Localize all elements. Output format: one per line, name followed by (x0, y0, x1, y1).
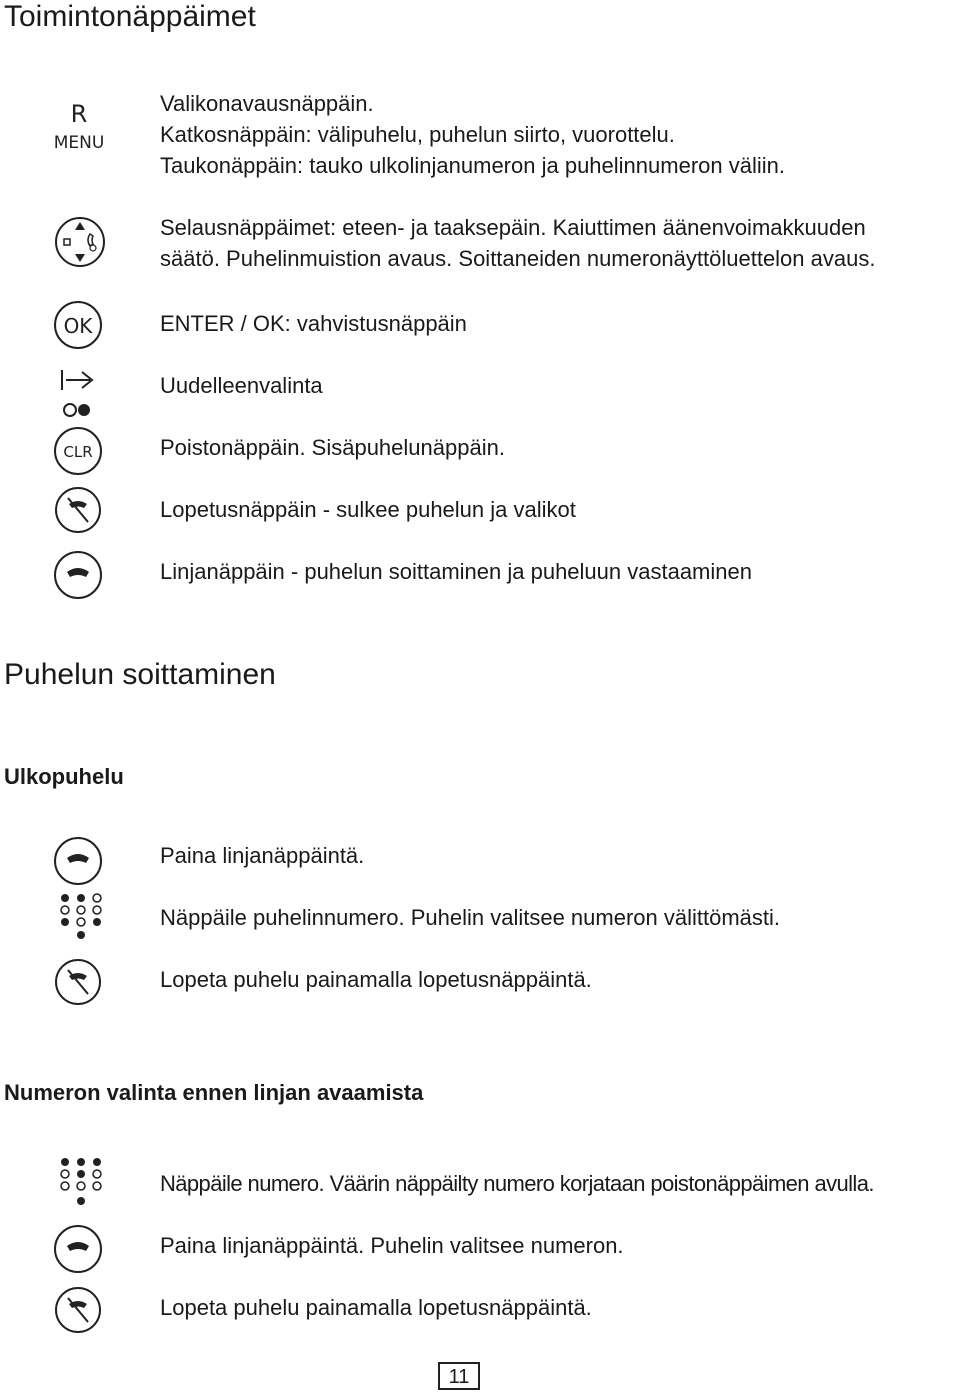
redial-key-icon (52, 366, 108, 422)
predial-step-2: Paina linjanäppäintä. Puhelin valitsee numeron. (160, 1233, 624, 1258)
outside-call-step-3: Lopeta puhelu painamalla lopetusnäppäintä. (160, 967, 592, 992)
ok-key-label: OK (63, 314, 93, 338)
menu-key-letter: R (70, 100, 88, 128)
page-title: Toimintonäppäimet (4, 0, 256, 33)
menu-key-line-3: Taukonäppäin: tauko ulkolinjanumeron ja puhelinnumeron väliin. (160, 153, 785, 178)
menu-key-label: MENU (53, 133, 105, 153)
keypad-icon (56, 1156, 106, 1208)
scroll-keys-line-2: säätö. Puhelinmuistion avaus. Soittaneiden numeronäyttöluettelon avaus. (160, 246, 876, 271)
ok-key-description: ENTER / OK: vahvistusnäppäin (160, 311, 467, 336)
end-call-key-icon (52, 1282, 108, 1338)
predial-step-3: Lopeta puhelu painamalla lopetusnäppäintä. (160, 1295, 592, 1320)
keypad-icon (56, 892, 106, 944)
clear-key-icon (52, 426, 108, 478)
redial-key-description: Uudelleenvalinta (160, 373, 323, 398)
page-number: 11 (438, 1362, 480, 1390)
end-call-key-description: Lopetusnäppäin - sulkee puhelun ja valikot (160, 497, 576, 522)
ok-key-icon (52, 300, 108, 352)
outside-call-step-1: Paina linjanäppäintä. (160, 843, 365, 868)
scroll-keys-description (160, 212, 875, 274)
menu-key-line-1: Valikonavausnäppäin. (160, 91, 374, 116)
section-heading-call: Puhelun soittaminen (4, 658, 276, 691)
menu-key-line-2: Katkosnäppäin: välipuhelu, puhelun siirto, vuorottelu. (160, 122, 675, 147)
menu-key-description (160, 88, 785, 181)
line-key-description: Linjanäppäin - puhelun soittaminen ja puheluun vastaaminen (160, 559, 752, 584)
end-call-key-icon (52, 954, 108, 1010)
predial-heading: Numeron valinta ennen linjan avaamista (4, 1080, 424, 1105)
outside-call-step-2: Näppäile puhelinnumero. Puhelin valitsee numeron välittömästi. (160, 905, 781, 930)
outside-call-heading: Ulkopuhelu (4, 764, 124, 789)
menu-key-icon (52, 96, 112, 154)
line-key-icon (52, 832, 108, 890)
scroll-keys-line-1: Selausnäppäimet: eteen- ja taaksepäin. Kaiuttimen äänenvoimakkuuden (160, 215, 866, 240)
predial-step-1: Näppäile numero. Väärin näppäilty numero korjataan poistonäppäimen avulla. (160, 1171, 874, 1196)
line-key-icon (52, 546, 108, 604)
scroll-keys-icon (52, 212, 112, 272)
clear-key-label: CLR (63, 443, 93, 461)
line-key-icon (52, 1220, 108, 1278)
clear-key-description: Poistonäppäin. Sisäpuhelunäppäin. (160, 435, 505, 460)
end-call-key-icon (52, 482, 108, 538)
